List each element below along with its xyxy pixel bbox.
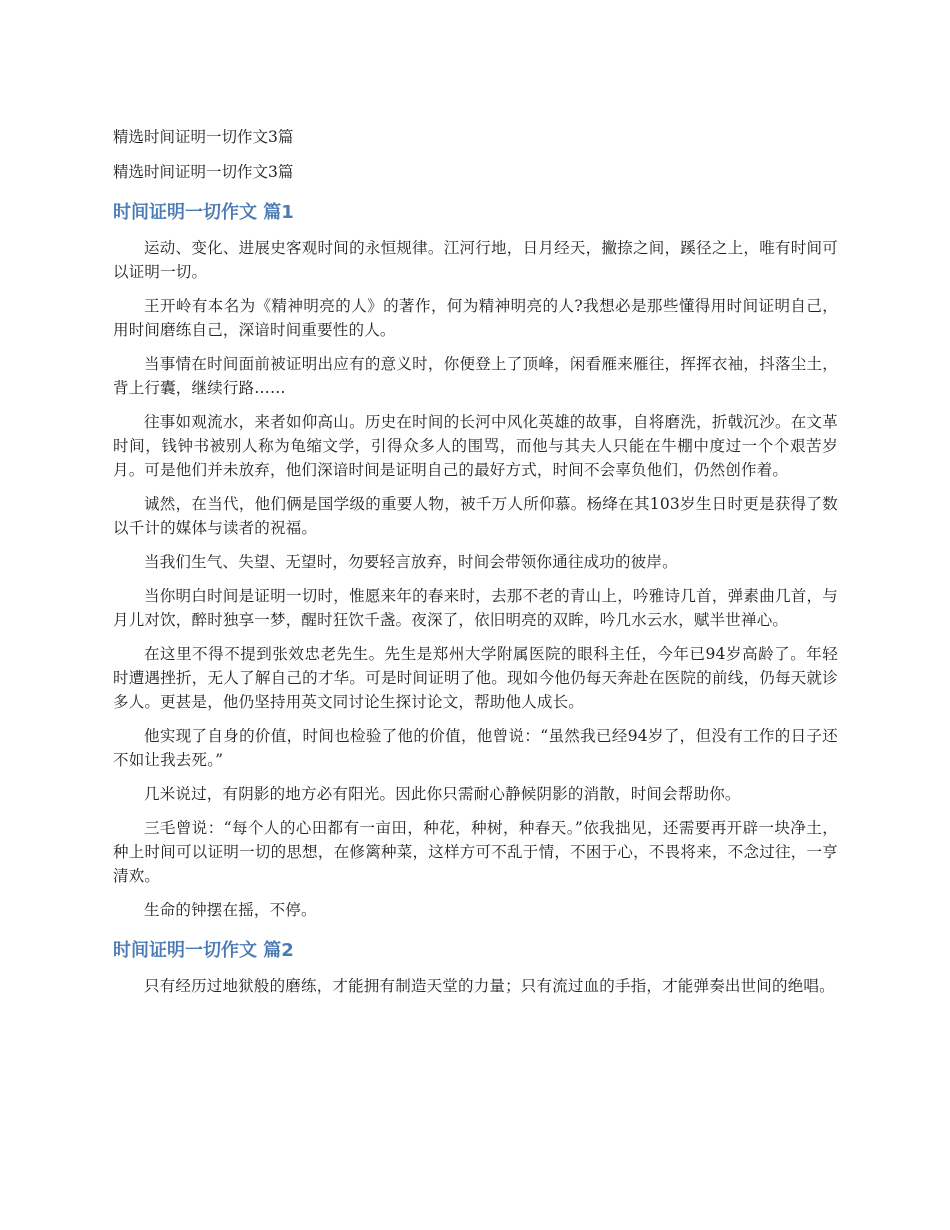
section-heading: 时间证明一切作文 篇2 — [113, 940, 294, 961]
paragraph: 当你明白时间是证明一切时，惟愿来年的春来时，去那不老的青山上，吟雅诗几首，弹素曲几首，与月儿对饮，醉时独享一梦，醒时狂饮千盏。夜深了，依旧明亮的双眸，吟几水云水，赋半世禅心。 — [113, 587, 838, 629]
paragraph: 诚然，在当代，他们俩是国学级的重要人物，被千万人所仰慕。杨绛在其103岁生日时更是获得了数以千计的媒体与读者的祝福。 — [113, 495, 838, 537]
paragraph: 只有经历过地狱般的磨练，才能拥有制造天堂的力量；只有流过血的手指，才能弹奏出世间的绝唱。 — [144, 977, 835, 995]
paragraph: 三毛曾说：“每个人的心田都有一亩田，种花，种树，种春天。”依我拙见，还需要再开辟一块净土，种上时间可以证明一切的思想，在修篱种菜，这样方可不乱于情，不困于心，不畏将来，不念过往，一亨清欢。 — [113, 819, 838, 885]
document-subtitle: 精选时间证明一切作文3篇 — [113, 163, 294, 181]
paragraph: 在这里不得不提到张效忠老先生。先生是郑州大学附属医院的眼科主任，今年已94岁高龄了。年轻时遭遇挫折，无人了解自己的才华。可是时间证明了他。现如今他仍每天奔赴在医院的前线，仍每天就诊多人。更甚是，他仍坚持用英文同讨论生探讨论文，帮助他人成长。 — [113, 645, 838, 711]
paragraph: 运动、变化、进展史客观时间的永恒规律。江河行地，日月经天，撇捺之间，蹊径之上，唯有时间可以证明一切。 — [113, 239, 838, 281]
document-title: 精选时间证明一切作文3篇 — [113, 128, 294, 146]
section-2 — [113, 938, 838, 998]
paragraph: 当我们生气、失望、无望时，勿要轻言放弃，时间会带领你通往成功的彼岸。 — [144, 553, 678, 571]
paragraph: 他实现了自身的价值，时间也检验了他的价值，他曾说：“虽然我已经94岁了，但没有工作的日子还不如让我去死。” — [113, 727, 838, 769]
paragraph: 王开岭有本名为《精神明亮的人》的著作，何为精神明亮的人?我想必是那些懂得用时间证明自己，用时间磨练自己，深谙时间重要性的人。 — [113, 297, 838, 339]
section-1 — [113, 200, 838, 922]
paragraph: 生命的钟摆在摇，不停。 — [144, 901, 317, 919]
paragraph: 往事如观流水，来者如仰高山。历史在时间的长河中风化英雄的故事，自将磨洗，折戟沉沙。在文革时间，钱钟书被别人称为龟缩文学，引得众多人的围骂，而他与其夫人只能在牛棚中度过一个个艰苦岁月。可是他们并未放弃，他们深谙时间是证明自己的最好方式，时间不会辜负他们，仍然创作着。 — [113, 413, 838, 479]
section-heading: 时间证明一切作文 篇1 — [113, 202, 294, 223]
paragraph: 当事情在时间面前被证明出应有的意义时，你便登上了顶峰，闲看雁来雁往，挥挥衣袖，抖落尘土，背上行囊，继续行路…… — [113, 355, 838, 397]
paragraph: 几米说过，有阴影的地方必有阳光。因此你只需耐心静候阴影的消散，时间会帮助你。 — [144, 785, 741, 803]
